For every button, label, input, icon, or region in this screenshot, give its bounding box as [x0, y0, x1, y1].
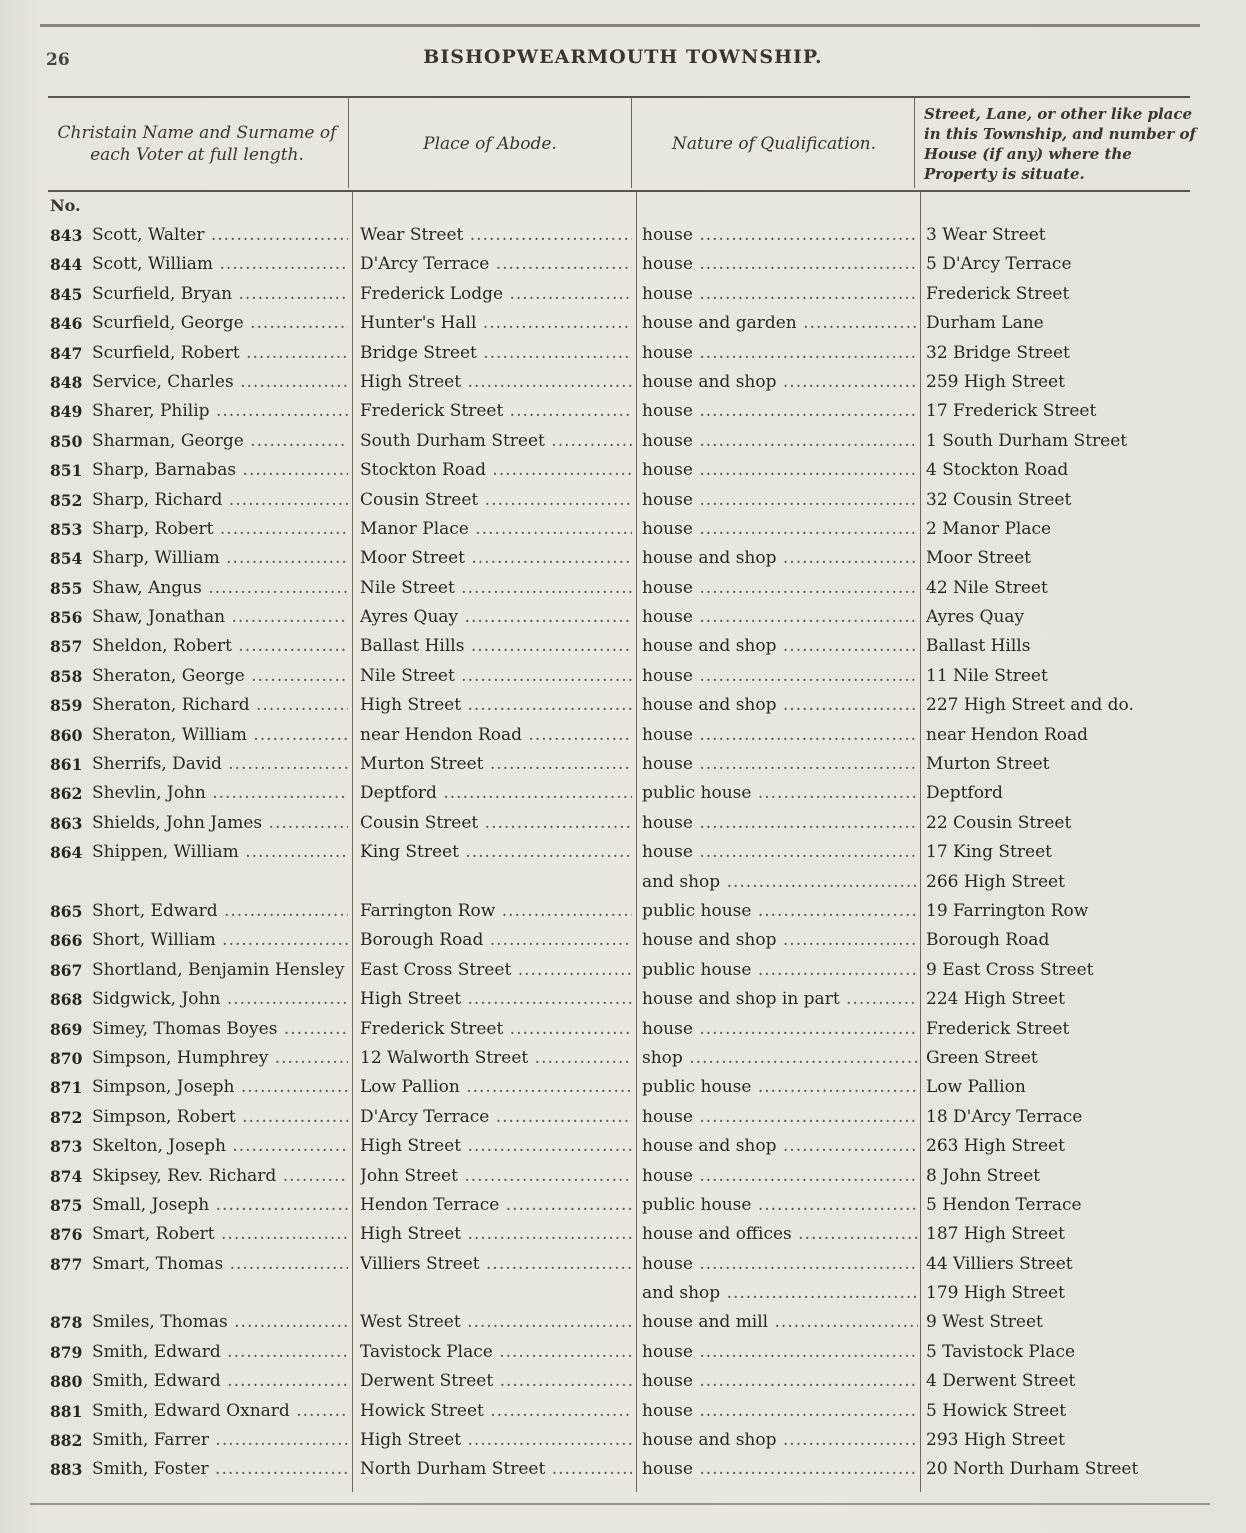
- voter-number: 883: [50, 1460, 83, 1480]
- table-row: [0, 956, 1246, 985]
- voter-number: 881: [50, 1401, 83, 1421]
- place-of-abode: High Street .....: [360, 691, 632, 720]
- property-location: 9 East Cross Street: [926, 959, 1094, 980]
- place-of-abode: Low Pallion .....: [360, 1073, 632, 1102]
- property-location: 263 High Street: [926, 1136, 1065, 1157]
- place-of-abode: Murton Street .....: [360, 750, 632, 779]
- qualification: house .....: [642, 750, 918, 779]
- property-location: 293 High Street: [926, 1430, 1065, 1451]
- voter-name: Scurfield, George .....: [92, 309, 348, 338]
- voter-number: 860: [50, 725, 83, 745]
- place-of-abode: Stockton Road .....: [360, 456, 632, 485]
- property-location: 2 Manor Place: [926, 518, 1052, 539]
- voter-number: 880: [50, 1372, 83, 1392]
- property-location: 187 High Street: [926, 1224, 1065, 1245]
- place-of-abode: Villiers Street .....: [360, 1250, 632, 1279]
- voter-number: 870: [50, 1048, 83, 1068]
- table-row: [0, 1250, 1246, 1279]
- property-location: 17 King Street: [926, 842, 1052, 863]
- place-of-abode: Hunter's Hall .....: [360, 309, 632, 338]
- voter-name: Sidgwick, John .....: [92, 985, 348, 1014]
- table-row: [0, 368, 1246, 397]
- table-row: [0, 1103, 1246, 1132]
- place-of-abode: East Cross Street .....: [360, 956, 632, 985]
- place-of-abode: King Street .....: [360, 838, 632, 867]
- voter-number: 864: [50, 843, 83, 863]
- place-of-abode: D'Arcy Terrace .....: [360, 1103, 632, 1132]
- place-of-abode: Manor Place .....: [360, 515, 632, 544]
- table-row: [0, 809, 1246, 838]
- qualification: house .....: [642, 427, 918, 456]
- property-location: 19 Farrington Row: [926, 900, 1089, 921]
- property-location: Durham Lane: [926, 313, 1044, 334]
- qualification: house and shop .....: [642, 1426, 918, 1455]
- voter-name: Scurfield, Bryan .....: [92, 280, 348, 309]
- place-of-abode: High Street .....: [360, 1426, 632, 1455]
- property-location: 18 D'Arcy Terrace: [926, 1106, 1083, 1127]
- table-row: [0, 574, 1246, 603]
- voter-name: Short, William .....: [92, 926, 348, 955]
- table-row: [0, 221, 1246, 250]
- voter-number: 867: [50, 960, 83, 980]
- table-row: [0, 1044, 1246, 1073]
- qualification: house .....: [642, 1162, 918, 1191]
- table-row: [0, 662, 1246, 691]
- voter-name: Smith, Edward .....: [92, 1338, 348, 1367]
- voter-name: Sharp, William .....: [92, 544, 348, 573]
- voter-number: 877: [50, 1254, 83, 1274]
- voter-number: 850: [50, 431, 83, 451]
- place-of-abode: 12 Walworth Street .....: [360, 1044, 632, 1073]
- table-row: [0, 632, 1246, 661]
- property-location: near Hendon Road: [926, 724, 1089, 745]
- page-number: 26: [46, 50, 70, 70]
- voter-name: Smith, Foster .....: [92, 1455, 348, 1484]
- property-location: Ballast Hills: [926, 636, 1031, 657]
- qualification: house and shop .....: [642, 926, 918, 955]
- voter-name: Shevlin, John .....: [92, 779, 348, 808]
- qualification: house and offices .....: [642, 1220, 918, 1249]
- bottom-rule: [30, 1503, 1210, 1505]
- qualification: house .....: [642, 1250, 918, 1279]
- voter-number: 844: [50, 255, 83, 275]
- table-row: [0, 1367, 1246, 1396]
- voter-number: 865: [50, 901, 83, 921]
- property-location: 227 High Street and do.: [926, 695, 1134, 716]
- voter-name: Simpson, Humphrey .....: [92, 1044, 348, 1073]
- place-of-abode: Derwent Street .....: [360, 1367, 632, 1396]
- voter-name: Sharp, Robert .....: [92, 515, 348, 544]
- property-location: 32 Cousin Street: [926, 489, 1072, 510]
- table-row: [0, 750, 1246, 779]
- table-row: [0, 1073, 1246, 1102]
- property-location: Frederick Street: [926, 283, 1070, 304]
- qualification: house .....: [642, 1397, 918, 1426]
- property-location: 5 Tavistock Place: [926, 1341, 1076, 1362]
- table-row: [0, 897, 1246, 926]
- qualification: house and shop .....: [642, 632, 918, 661]
- table-row: [0, 838, 1246, 867]
- property-location: 9 West Street: [926, 1312, 1043, 1333]
- qualification: house .....: [642, 486, 918, 515]
- qualification: house .....: [642, 1367, 918, 1396]
- place-of-abode: Moor Street .....: [360, 544, 632, 573]
- place-of-abode: Frederick Street .....: [360, 397, 632, 426]
- qualification: house and garden .....: [642, 309, 918, 338]
- qualification: house and shop .....: [642, 368, 918, 397]
- place-of-abode: [360, 1279, 632, 1308]
- qualification: public house .....: [642, 897, 918, 926]
- place-of-abode: Nile Street .....: [360, 574, 632, 603]
- header-divider: [631, 98, 632, 188]
- table-row: [0, 309, 1246, 338]
- qualification: house .....: [642, 721, 918, 750]
- voter-number: 876: [50, 1225, 83, 1245]
- property-location: Green Street: [926, 1047, 1038, 1068]
- qualification: house .....: [642, 1015, 918, 1044]
- top-rule: [40, 24, 1200, 27]
- place-of-abode: [360, 868, 632, 897]
- property-location: 22 Cousin Street: [926, 812, 1072, 833]
- voter-name: Skelton, Joseph .....: [92, 1132, 348, 1161]
- table-row: [0, 603, 1246, 632]
- qualification: house .....: [642, 574, 918, 603]
- place-of-abode: near Hendon Road .....: [360, 721, 632, 750]
- voter-number: 843: [50, 226, 83, 245]
- place-of-abode: Borough Road .....: [360, 926, 632, 955]
- voter-name: Sheldon, Robert .....: [92, 632, 348, 661]
- voter-number: 852: [50, 490, 83, 510]
- qualification: house .....: [642, 838, 918, 867]
- place-of-abode: Farrington Row .....: [360, 897, 632, 926]
- header-rule-bottom: [48, 190, 1190, 192]
- header-rule-top: [48, 96, 1190, 98]
- column-header-abode: Place of Abode.: [423, 134, 557, 154]
- qualification: shop .....: [642, 1044, 918, 1073]
- property-location: Low Pallion: [926, 1077, 1026, 1098]
- place-of-abode: D'Arcy Terrace .....: [360, 250, 632, 279]
- table-row: [0, 1397, 1246, 1426]
- property-location: 32 Bridge Street: [926, 342, 1070, 363]
- property-location: 179 High Street: [926, 1283, 1065, 1304]
- property-location: 266 High Street: [926, 871, 1065, 892]
- property-location: 44 Villiers Street: [926, 1253, 1073, 1274]
- voter-name: Sheraton, George .....: [92, 662, 348, 691]
- table-row: [0, 486, 1246, 515]
- column-header-name: Christain Name and Surname of each Voter at full length.: [57, 123, 337, 165]
- table-row: [0, 1308, 1246, 1337]
- qualification: house .....: [642, 603, 918, 632]
- voter-number: 866: [50, 931, 83, 951]
- table-row: [0, 427, 1246, 456]
- qualification: house and shop .....: [642, 544, 918, 573]
- voter-number: 873: [50, 1137, 83, 1157]
- place-of-abode: High Street .....: [360, 368, 632, 397]
- property-location: Borough Road: [926, 930, 1050, 951]
- place-of-abode: Deptford .....: [360, 779, 632, 808]
- qualification: house .....: [642, 456, 918, 485]
- voter-name: Smith, Farrer .....: [92, 1426, 348, 1455]
- property-location: 259 High Street: [926, 371, 1065, 392]
- voter-number: 863: [50, 813, 83, 833]
- voter-name: Sharp, Richard .....: [92, 486, 348, 515]
- table-row: [0, 1191, 1246, 1220]
- qualification: house .....: [642, 1455, 918, 1484]
- voter-number: 854: [50, 549, 83, 569]
- table-row: [0, 1132, 1246, 1161]
- voter-number: 868: [50, 990, 83, 1010]
- table-row: [0, 1162, 1246, 1191]
- voter-name: Smart, Thomas .....: [92, 1250, 348, 1279]
- voter-number: 872: [50, 1107, 83, 1127]
- voter-number: 847: [50, 343, 83, 363]
- voter-number: 874: [50, 1166, 83, 1186]
- place-of-abode: West Street .....: [360, 1308, 632, 1337]
- voter-number: [50, 868, 92, 897]
- qualification: and shop .....: [642, 868, 918, 897]
- place-of-abode: High Street .....: [360, 985, 632, 1014]
- voter-table: [0, 221, 1246, 1485]
- property-location: 8 John Street: [926, 1165, 1041, 1186]
- table-row: [0, 1338, 1246, 1367]
- place-of-abode: Ballast Hills .....: [360, 632, 632, 661]
- place-of-abode: Tavistock Place .....: [360, 1338, 632, 1367]
- qualification: house .....: [642, 280, 918, 309]
- voter-name: [92, 868, 348, 897]
- place-of-abode: North Durham Street .....: [360, 1455, 632, 1484]
- place-of-abode: Bridge Street .....: [360, 339, 632, 368]
- place-of-abode: Frederick Street .....: [360, 1015, 632, 1044]
- voter-number: 857: [50, 637, 83, 657]
- table-row: [0, 1015, 1246, 1044]
- property-location: Frederick Street: [926, 1018, 1070, 1039]
- voter-number: 879: [50, 1342, 83, 1362]
- qualification: house .....: [642, 250, 918, 279]
- qualification: house .....: [642, 662, 918, 691]
- place-of-abode: High Street .....: [360, 1132, 632, 1161]
- place-of-abode: Cousin Street .....: [360, 809, 632, 838]
- table-row: [0, 1220, 1246, 1249]
- voter-name: Simey, Thomas Boyes .....: [92, 1015, 348, 1044]
- voter-number: 856: [50, 608, 83, 628]
- voter-number: 851: [50, 461, 83, 481]
- place-of-abode: Howick Street .....: [360, 1397, 632, 1426]
- place-of-abode: Nile Street .....: [360, 662, 632, 691]
- table-row: [0, 691, 1246, 720]
- voter-number: 878: [50, 1313, 83, 1333]
- voter-name: Simpson, Joseph .....: [92, 1073, 348, 1102]
- qualification: house .....: [642, 397, 918, 426]
- voter-number: 845: [50, 284, 83, 304]
- qualification: house .....: [642, 1338, 918, 1367]
- qualification: house .....: [642, 221, 918, 250]
- voter-name: Sherrifs, David .....: [92, 750, 348, 779]
- qualification: and shop .....: [642, 1279, 918, 1308]
- property-location: 1 South Durham Street: [926, 430, 1128, 451]
- voter-number: 855: [50, 578, 83, 598]
- qualification: house .....: [642, 1103, 918, 1132]
- place-of-abode: Frederick Lodge .....: [360, 280, 632, 309]
- table-row: [0, 456, 1246, 485]
- property-location: Murton Street: [926, 754, 1050, 775]
- qualification: house and shop .....: [642, 691, 918, 720]
- voter-name: Smart, Robert .....: [92, 1220, 348, 1249]
- voter-number: 858: [50, 666, 83, 686]
- property-location: 20 North Durham Street: [926, 1459, 1139, 1480]
- property-location: 5 Hendon Terrace: [926, 1194, 1082, 1215]
- place-of-abode: Cousin Street .....: [360, 486, 632, 515]
- qualification: public house .....: [642, 1073, 918, 1102]
- voter-name: Sharer, Philip .....: [92, 397, 348, 426]
- voter-number: 875: [50, 1195, 83, 1215]
- qualification: public house .....: [642, 1191, 918, 1220]
- table-row: [0, 1279, 1246, 1308]
- header-divider: [914, 98, 915, 188]
- number-label: No.: [50, 196, 81, 215]
- qualification: house .....: [642, 515, 918, 544]
- voter-number: 862: [50, 784, 83, 804]
- table-row: [0, 280, 1246, 309]
- voter-name: Smith, Edward Oxnard .....: [92, 1397, 348, 1426]
- table-row: [0, 1426, 1246, 1455]
- voter-name: Skipsey, Rev. Richard .....: [92, 1162, 348, 1191]
- property-location: 4 Derwent Street: [926, 1371, 1076, 1392]
- place-of-abode: Ayres Quay .....: [360, 603, 632, 632]
- voter-name: Scurfield, Robert .....: [92, 339, 348, 368]
- voter-name: Shaw, Jonathan .....: [92, 603, 348, 632]
- property-location: 5 Howick Street: [926, 1400, 1067, 1421]
- qualification: house and mill .....: [642, 1308, 918, 1337]
- voter-name: Smith, Edward .....: [92, 1367, 348, 1396]
- voter-name: Smiles, Thomas .....: [92, 1308, 348, 1337]
- voter-name: Shields, John James .....: [92, 809, 348, 838]
- column-header-street: Street, Lane, or other like place in this Township, and number of House (if any) where the Property is situate.: [924, 105, 1196, 183]
- voter-number: 871: [50, 1078, 83, 1098]
- place-of-abode: South Durham Street .....: [360, 427, 632, 456]
- voter-number: 853: [50, 519, 83, 539]
- qualification: house .....: [642, 339, 918, 368]
- property-location: 5 D'Arcy Terrace: [926, 254, 1072, 275]
- property-location: 17 Frederick Street: [926, 401, 1097, 422]
- property-location: 11 Nile Street: [926, 665, 1048, 686]
- place-of-abode: Hendon Terrace .....: [360, 1191, 632, 1220]
- table-row: [0, 544, 1246, 573]
- table-row: [0, 339, 1246, 368]
- qualification: house and shop in part .....: [642, 985, 918, 1014]
- voter-number: [50, 1279, 92, 1308]
- voter-name: Small, Joseph .....: [92, 1191, 348, 1220]
- property-location: 42 Nile Street: [926, 577, 1048, 598]
- voter-name: Simpson, Robert .....: [92, 1103, 348, 1132]
- qualification: public house .....: [642, 779, 918, 808]
- voter-number: 848: [50, 372, 83, 392]
- voter-name: Short, Edward .....: [92, 897, 348, 926]
- table-row: [0, 515, 1246, 544]
- property-location: Moor Street: [926, 548, 1031, 569]
- table-row: [0, 985, 1246, 1014]
- voter-name: Shortland, Benjamin Hensley .....: [92, 956, 348, 985]
- place-of-abode: Wear Street .....: [360, 221, 632, 250]
- voter-number: 869: [50, 1019, 83, 1039]
- header-divider: [348, 98, 349, 188]
- voter-name: Shippen, William .....: [92, 838, 348, 867]
- voter-number: 849: [50, 402, 83, 422]
- voter-name: [92, 1279, 348, 1308]
- voter-name: Shaw, Angus .....: [92, 574, 348, 603]
- voter-name: Scott, William .....: [92, 250, 348, 279]
- voter-name: Scott, Walter .....: [92, 221, 348, 250]
- voter-name: Sharp, Barnabas .....: [92, 456, 348, 485]
- place-of-abode: John Street .....: [360, 1162, 632, 1191]
- qualification: house and shop .....: [642, 1132, 918, 1161]
- voter-number: 861: [50, 755, 83, 775]
- property-location: 3 Wear Street: [926, 225, 1046, 245]
- voter-number: 882: [50, 1431, 83, 1451]
- place-of-abode: High Street .....: [360, 1220, 632, 1249]
- property-location: 4 Stockton Road: [926, 460, 1069, 481]
- table-row: [0, 1455, 1246, 1484]
- property-location: 224 High Street: [926, 989, 1065, 1010]
- voter-number: 846: [50, 314, 83, 334]
- table-row: [0, 868, 1246, 897]
- qualification: house .....: [642, 809, 918, 838]
- table-row: [0, 721, 1246, 750]
- voter-name: Sharman, George .....: [92, 427, 348, 456]
- qualification: public house .....: [642, 956, 918, 985]
- voter-name: Sheraton, Richard .....: [92, 691, 348, 720]
- table-row: [0, 250, 1246, 279]
- table-row: [0, 397, 1246, 426]
- voter-name: Sheraton, William .....: [92, 721, 348, 750]
- table-row: [0, 779, 1246, 808]
- property-location: Ayres Quay: [926, 607, 1025, 628]
- column-header-qualification: Nature of Qualification.: [671, 134, 877, 154]
- property-location: Deptford: [926, 783, 1003, 804]
- table-row: [0, 926, 1246, 955]
- voter-name: Service, Charles .....: [92, 368, 348, 397]
- voter-number: 859: [50, 696, 83, 716]
- page-title: BISHOPWEARMOUTH TOWNSHIP.: [423, 46, 823, 68]
